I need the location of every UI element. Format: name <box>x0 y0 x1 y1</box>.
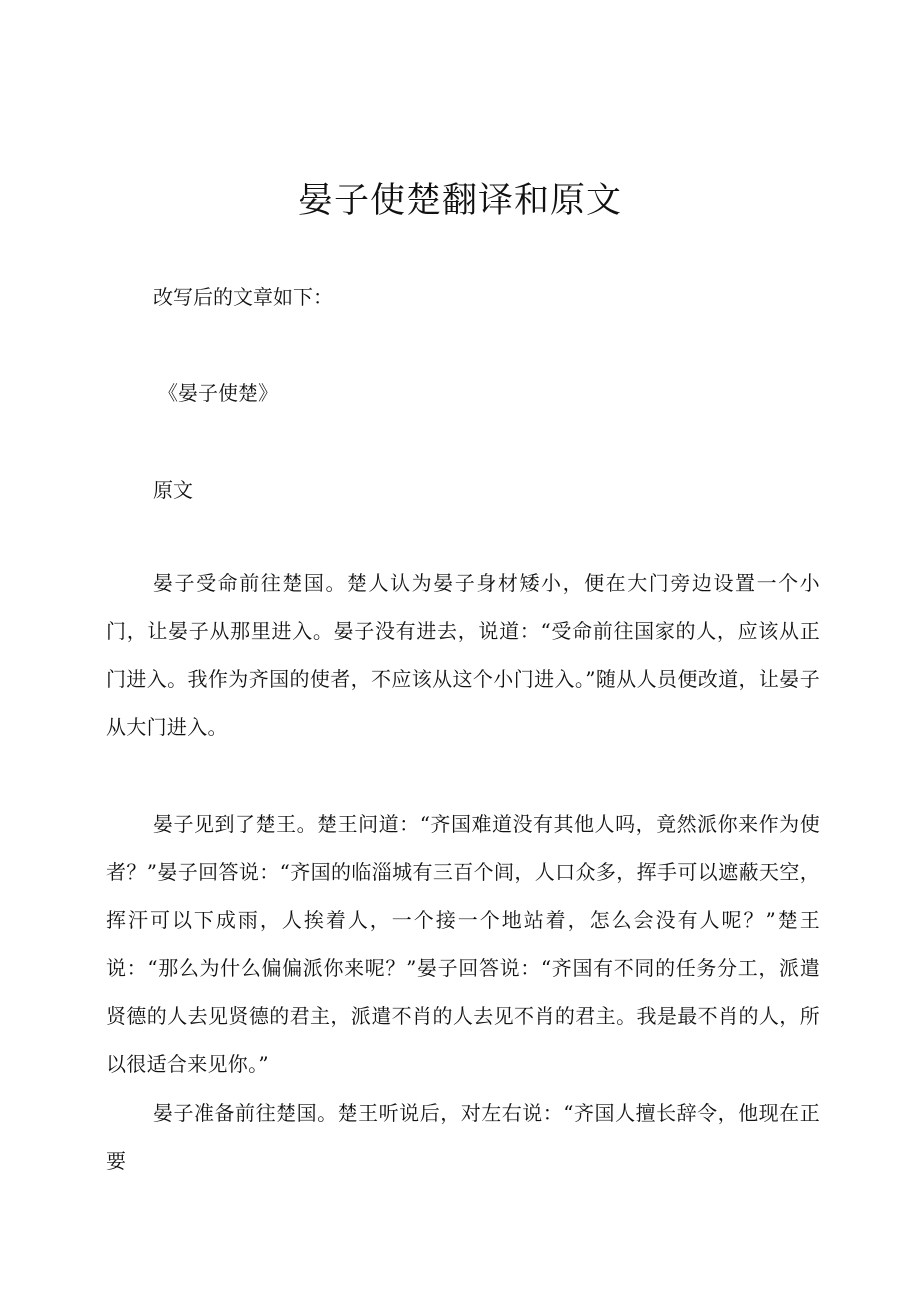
paragraph-2: 晏子见到了楚王。楚王问道：“齐国难道没有其他人吗，竟然派你来作为使者？”晏子回答说：“齐国的临淄城有三百个闾，人口众多，挥手可以遮蔽天空，挥汗可以下成雨，人挨着人，一个接一个地站着，怎么会没有人呢？”楚王说：“那么为什么偏偏派你来呢？”晏子回答说：“齐国有不同的任务分工，派遣贤德的人去见贤德的君主，派遣不肖的人去见不肖的君主。我是最不肖的人，所以很适合来见你。” <box>106 812 820 1076</box>
paragraph-1: 晏子受命前往楚国。楚人认为晏子身材矮小，便在大门旁边设置一个小门，让晏子从那里进入。晏子没有进去，说道：“受命前往国家的人，应该从正门进入。我作为齐国的使者，不应该从这个小门进入。”随从人员便改道，让晏子从大门进入。 <box>106 571 820 739</box>
section-label: 原文 <box>153 478 193 502</box>
intro-text: 改写后的文章如下： <box>153 285 333 309</box>
paragraph-3: 晏子准备前往楚国。楚王听说后，对左右说：“齐国人擅长辞令，他现在正要 <box>106 1101 820 1173</box>
document-title: 晏子使楚翻译和原文 <box>297 181 622 221</box>
book-title: 《晏子使楚》 <box>158 381 278 405</box>
